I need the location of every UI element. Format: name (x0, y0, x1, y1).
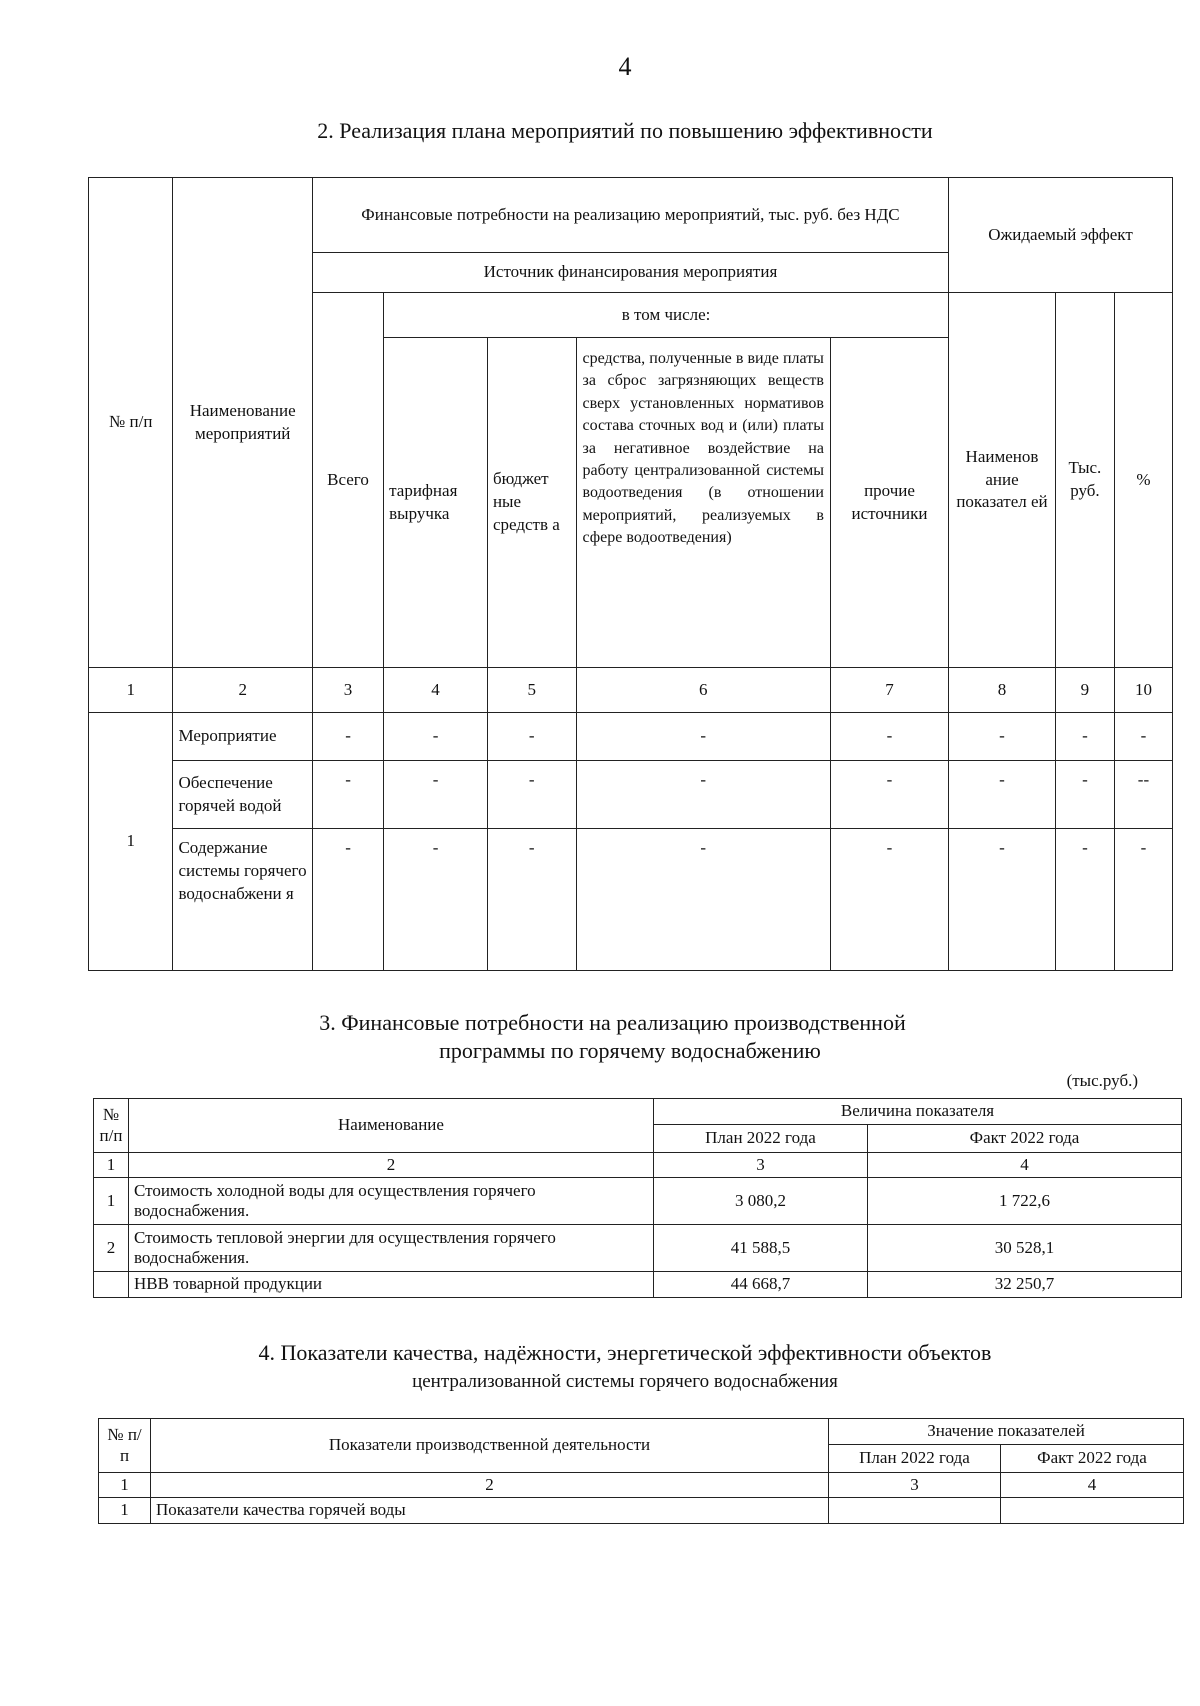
header-other: прочие источники (830, 338, 948, 668)
cell: - (312, 761, 383, 829)
col-number: 7 (830, 668, 948, 713)
row-name: Стоимость тепловой энергии для осуществления горячего водоснабжения. (129, 1225, 654, 1272)
col-number: 10 (1114, 668, 1172, 713)
col-number: 8 (949, 668, 1056, 713)
cell: - (949, 829, 1056, 971)
cell: - (949, 761, 1056, 829)
fact-value: 32 250,7 (868, 1272, 1182, 1297)
row-name: Содержание системы горячего водоснабжени я (173, 829, 312, 971)
col-number: 4 (1001, 1473, 1184, 1498)
plan-value: 3 080,2 (654, 1178, 868, 1225)
cell: - (1055, 829, 1114, 971)
cell: - (949, 713, 1056, 761)
col-number: 2 (129, 1153, 654, 1178)
fact-value: 1 722,6 (868, 1178, 1182, 1225)
header-value: Величина показателя (654, 1099, 1182, 1125)
cell: - (576, 761, 830, 829)
col-number: 6 (576, 668, 830, 713)
plan-value (829, 1498, 1001, 1523)
units-label: (тыс.руб.) (1066, 1071, 1138, 1090)
cell: - (487, 829, 576, 971)
row-name: Обеспечение горячей водой (173, 761, 312, 829)
header-tariff: тарифная выручка (384, 338, 488, 668)
group-number: 1 (89, 713, 173, 971)
efficiency-plan-table (88, 177, 1173, 971)
row-num: 1 (99, 1498, 151, 1523)
col-number: 1 (94, 1153, 129, 1178)
col-number: 4 (868, 1153, 1182, 1178)
header-total: Всего (312, 293, 383, 668)
fact-value: 30 528,1 (868, 1225, 1182, 1272)
cell: - (487, 761, 576, 829)
header-fact: Факт 2022 года (1001, 1445, 1184, 1473)
header-name: Наименование (129, 1099, 654, 1153)
cell: - (312, 829, 383, 971)
section4-title-line1: 4. Показатели качества, надёжности, энергетической эффективности объектов (258, 1340, 992, 1365)
col-number: 9 (1055, 668, 1114, 713)
header-num: № п/п (94, 1099, 129, 1153)
col-number: 3 (654, 1153, 868, 1178)
section3-title-line2: программы по горячему водоснабжению (439, 1038, 821, 1063)
fact-value (1001, 1498, 1184, 1523)
header-name: Наименование мероприятий (173, 178, 312, 668)
row-name: Мероприятие (173, 713, 312, 761)
cell: - (830, 829, 948, 971)
header-fact: Факт 2022 года (868, 1125, 1182, 1153)
col-number: 4 (384, 668, 488, 713)
plan-value: 44 668,7 (654, 1272, 868, 1297)
cell: - (1114, 713, 1172, 761)
financial-needs-table (93, 1098, 1182, 1298)
row-num: 1 (94, 1178, 129, 1225)
cell: - (1055, 761, 1114, 829)
section3-title-line1: 3. Финансовые потребности на реализацию производственной (319, 1010, 906, 1035)
cell: - (312, 713, 383, 761)
row-num: 2 (94, 1225, 129, 1272)
cell: - (487, 713, 576, 761)
section4-title-line2: централизованной системы горячего водоснабжения (412, 1371, 838, 1392)
header-budget: бюджет ные средств а (487, 338, 576, 668)
header-effect: Ожидаемый эффект (949, 178, 1173, 293)
header-plan: План 2022 года (829, 1445, 1001, 1473)
col-number: 2 (151, 1473, 829, 1498)
cell: - (830, 761, 948, 829)
header-source: Источник финансирования мероприятия (312, 253, 948, 293)
header-including: в том числе: (384, 293, 949, 338)
header-fees: средства, полученные в виде платы за сброс загрязняющих веществ сверх установленных нормативов состава сточных вод и (или) платы за негативное воздействие на работу централизованной системы водоотведения (в отношении мероприятий, реализуемых в сфере водоотведения) (576, 338, 830, 668)
col-number: 3 (829, 1473, 1001, 1498)
col-number: 1 (99, 1473, 151, 1498)
col-number: 1 (89, 668, 173, 713)
col-number: 5 (487, 668, 576, 713)
cell: - (1055, 713, 1114, 761)
cell: - (576, 829, 830, 971)
cell: - (830, 713, 948, 761)
row-name: Показатели качества горячей воды (151, 1498, 829, 1523)
cell: - (384, 761, 488, 829)
section2-title: 2. Реализация плана мероприятий по повышению эффективности (317, 118, 933, 143)
row-name: Стоимость холодной воды для осуществления горячего водоснабжения. (129, 1178, 654, 1225)
header-num: № п/п (89, 178, 173, 668)
cell: - (1114, 829, 1172, 971)
cell: - (384, 713, 488, 761)
header-plan: План 2022 года (654, 1125, 868, 1153)
row-num (94, 1272, 129, 1297)
cell: -- (1114, 761, 1172, 829)
cell: - (576, 713, 830, 761)
header-percent: % (1114, 293, 1172, 668)
header-thousand-rub: Тыс. руб. (1055, 293, 1114, 668)
header-num: № п/п (99, 1419, 151, 1473)
quality-indicators-table (98, 1418, 1184, 1524)
row-name: НВВ товарной продукции (129, 1272, 654, 1297)
plan-value: 41 588,5 (654, 1225, 868, 1272)
header-indicator: Наименов ание показател ей (949, 293, 1056, 668)
header-name: Показатели производственной деятельности (151, 1419, 829, 1473)
page-number: 4 (618, 52, 632, 81)
header-financial: Финансовые потребности на реализацию мероприятий, тыс. руб. без НДС (312, 178, 948, 253)
col-number: 2 (173, 668, 312, 713)
cell: - (384, 829, 488, 971)
header-value: Значение показателей (829, 1419, 1184, 1445)
col-number: 3 (312, 668, 383, 713)
